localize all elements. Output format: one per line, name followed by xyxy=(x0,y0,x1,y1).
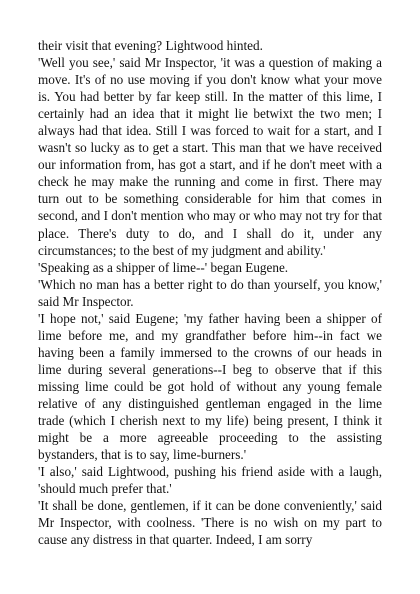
paragraph-4: 'Which no man has a better right to do than yourself, you know,' said Mr Inspector. xyxy=(38,276,382,309)
paragraph-7: 'It shall be done, gentlemen, if it can be done conveniently,' said Mr Inspector, with coolness. 'There is no wish on my part to cause any distress in that quarter. Indeed, I am sorry xyxy=(38,498,382,548)
page-text-body xyxy=(38,37,382,548)
paragraph-5: 'I hope not,' said Eugene; 'my father having been a shipper of lime before me, and my grandfather before him--in fact we having been a family immersed to the crowns of our heads in lime during several generations--I beg to observe that if this missing lime could be got hold of without any young female relative of any distinguished gentleman engaged in the lime trade (which I cherish next to my life) being present, I think it might be a more agreeable proceeding to the assisting bystanders, that is to say, lime-burners.' xyxy=(38,310,382,463)
paragraph-6: 'I also,' said Lightwood, pushing his friend aside with a laugh, 'should much prefer that.' xyxy=(38,464,382,497)
paragraph-2: 'Well you see,' said Mr Inspector, 'it was a question of making a move. It's of no use moving if you don't know what your move is. You had better by far keep still. In the matter of this lime, I certainly had an idea that it might lie betwixt the two men; I always had that idea. Still I was forced to wait for a start, and I wasn't so lucky as to get a start. This man that we have received our information from, has got a start, and if he don't meet with a check he may make the running and come in first. There may turn out to be something considerable for him that comes in second, and I don't mention who may or who may not try for that place. There's duty to do, and I shall do it, under any circumstances; to the best of my judgment and ability.' xyxy=(38,55,382,258)
paragraph-3: 'Speaking as a shipper of lime--' began Eugene. xyxy=(38,259,289,275)
paragraph-1: their visit that evening? Lightwood hinted. xyxy=(38,38,263,53)
